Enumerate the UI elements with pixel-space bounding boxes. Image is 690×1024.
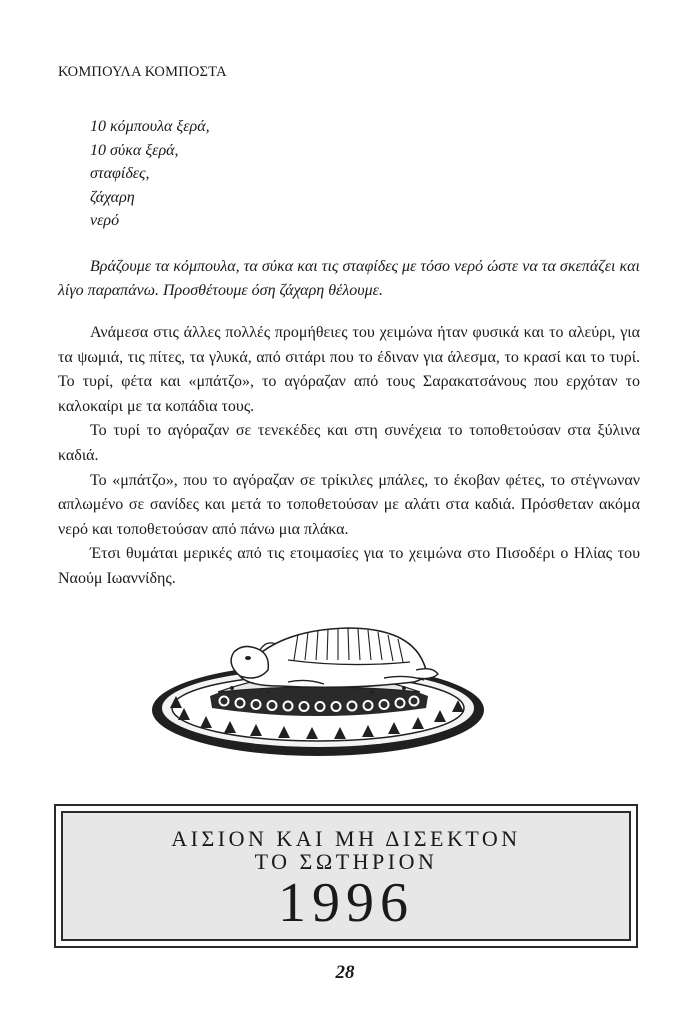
banner-subtitle: ΤΟ ΣΩΤΗΡΙΟΝ xyxy=(254,849,438,874)
paragraph: Το τυρί το αγόραζαν σε τενεκέδες και στη συνέχεια το τοποθετούσαν στα ξύλινα καδιά. xyxy=(58,422,640,464)
banner-motto: ΑΙΣΙΟΝ ΚΑΙ ΜΗ ΔΙΣΕΚΤΟΝ xyxy=(171,826,521,851)
ingredient-item: ζάχαρη xyxy=(90,188,135,206)
roast-lamb-platter-icon xyxy=(148,612,488,762)
paragraph: Ανάμεσα στις άλλες πολλές προμήθειες του χειμώνα ήταν φυσικά και το αλεύρι, για τα ψωμιά, τις πίτες, τα γλυκά, από σιτάρι που το έδιναν για άλεσμα, το κρασί και το τυρί. Το τυρί, φέτα και «μπάτζο», το αγόραζαν από τους Σαρακατσάνους που ερχόταν το καλοκαίρι με τα κοπάδια τους. xyxy=(58,324,640,415)
paragraph: Το «μπάτζο», που το αγόραζαν σε τρίκιλες μπάλες, το έκοβαν φέτες, το στέγνωναν απλωμένο σε σανίδες και μετά το τοποθετούσαν με αλάτι στα καδιά. Πρόσθεταν ακόμα νερό και τοποθετούσαν από πάνω μια πλάκα. xyxy=(58,471,640,538)
page-number: 28 xyxy=(335,962,355,983)
ingredient-list xyxy=(90,115,210,233)
ingredient-item: 10 κόμπουλα ξερά, xyxy=(90,118,210,135)
recipe-title: ΚΟΜΠΟΥΛΑ ΚΟΜΠΟΣΤΑ xyxy=(58,64,227,80)
ingredient-item: 10 σύκα ξερά, xyxy=(90,141,179,159)
body-text xyxy=(58,321,640,592)
paragraph: Έτσι θυμάται μερικές από τις ετοιμασίες για το χειμώνα στο Πισοδέρι ο Ηλίας του Ναούμ Ιωαννίδης. xyxy=(58,545,640,587)
year-banner xyxy=(54,804,638,948)
recipe-instructions: Βράζουμε τα κόμπουλα, τα σύκα και τις σταφίδες με τόσο νερό ώστε να τα σκεπάζει και λίγο παραπάνω. Προσθέτουμε όση ζάχαρη θέλουμε. xyxy=(58,258,640,299)
banner-year: 1996 xyxy=(278,872,414,934)
ingredient-item: νερό xyxy=(90,212,120,229)
ingredient-item: σταφίδες, xyxy=(90,165,150,182)
year-banner-inner xyxy=(61,811,631,941)
